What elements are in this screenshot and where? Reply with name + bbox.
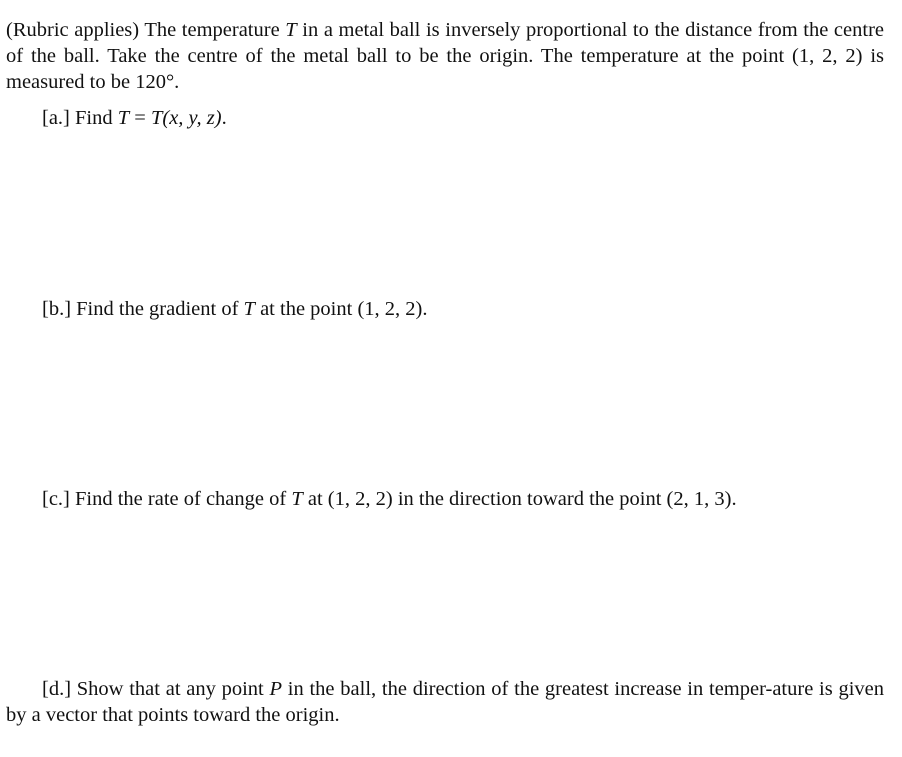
part-d [6,676,884,728]
part-c-text: Find the rate of change of [69,488,292,510]
variable-T: T [243,298,255,320]
question-intro [6,17,884,95]
variable-P: P [269,678,283,700]
part-b-label: [b.] [42,298,72,320]
intro-period: . [174,71,180,93]
point-coordinates: (1, 2, 2) [357,298,423,320]
part-a [42,105,227,131]
temperature-value: 120° [135,71,175,93]
part-c-text-continued: at [302,488,328,510]
intro-text-middle: is measured to be [6,45,884,93]
part-c [42,486,737,512]
part-b-text: Find the gradient of [71,298,244,320]
function-expression: T(x, y, z) [150,107,222,129]
variable-T: T [117,107,130,129]
part-d-label: [d.] [42,678,72,700]
point-coordinates: (1, 2, 2) [327,488,393,510]
part-b [42,296,427,322]
intro-text-continued: in a metal ball is inversely proportional to the distance from the centre of the ball. Take the centre of the metal ball to be the origin. The temperature at the point [6,19,884,67]
part-c-period: . [731,488,737,510]
part-a-text: Find [69,107,118,129]
equals-sign: = [129,107,151,129]
intro-text: (Rubric applies) The temperature [6,19,286,41]
part-d-text: Show that at any point [71,678,270,700]
part-d-text-continued: in the ball, the direction of the greatest increase in temper-ature is given by a vector that points toward the origin. [6,678,885,726]
target-point-coordinates: (2, 1, 3) [666,488,732,510]
variable-T: T [285,19,297,41]
part-a-period: . [221,107,227,129]
part-c-label: [c.] [42,488,70,510]
part-b-period: . [422,298,428,320]
part-c-text-direction: in the direction toward the point [392,488,667,510]
point-coordinates: (1, 2, 2) [792,45,863,67]
part-a-label: [a.] [42,107,70,129]
part-b-text-continued: at the point [254,298,358,320]
variable-T: T [291,488,303,510]
